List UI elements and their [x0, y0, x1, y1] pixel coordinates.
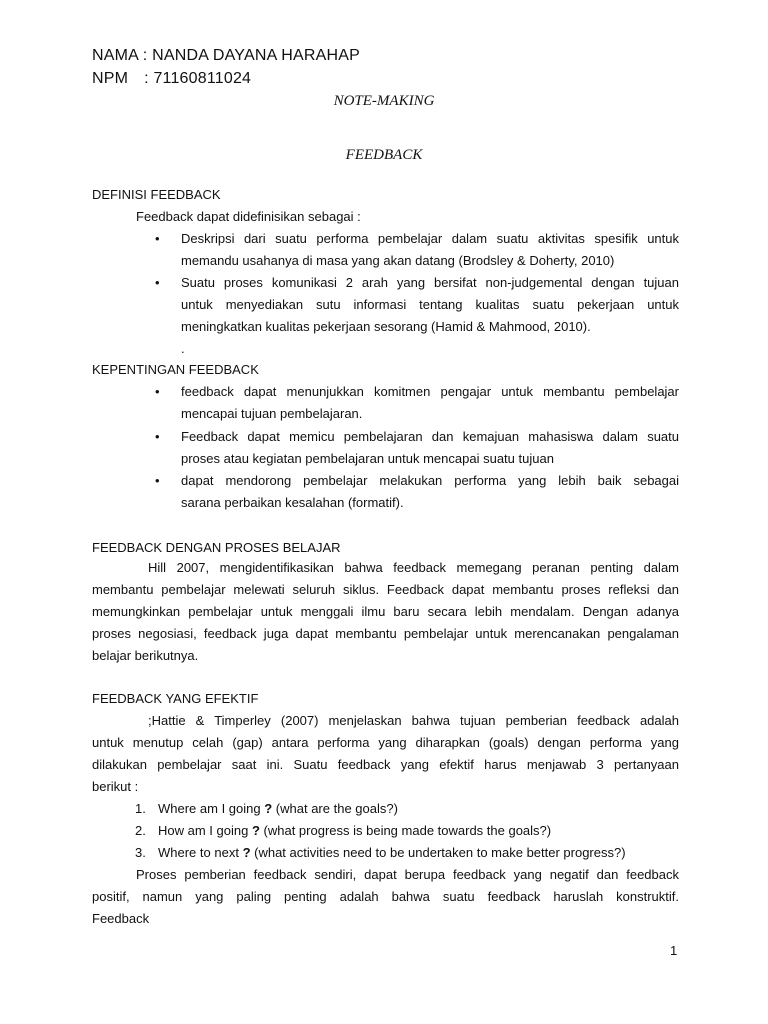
kepentingan-item-3-line-2: sarana perbaikan kesalahan (formatif).	[181, 495, 404, 510]
efektif-p2-line-3: Feedback	[92, 911, 150, 926]
definisi-item-2-line-3: meningkatkan kualitas pekerjaan sesorang (Hamid & Mahmood, 2010).	[181, 319, 591, 334]
question-1	[158, 798, 679, 820]
efektif-p2-line-2: positif, namun yang paling penting adalah bahwa suatu feedback haruslah konstruktif.	[92, 889, 679, 904]
question-1-main: Where am I going	[158, 801, 261, 816]
question-3-mark: ?	[242, 845, 251, 860]
proses-line-1: Hill 2007, mengidentifikasikan bahwa feedback memegang peranan penting dalam	[148, 560, 679, 575]
kepentingan-item-2-line-2: proses atau kegiatan pembelajaran untuk mencapai suatu tujuan	[181, 451, 554, 466]
student-name-line: NAMA : NANDA DAYANA HARAHAP	[92, 47, 360, 64]
question-2	[158, 820, 679, 842]
bullet-icon: •	[155, 384, 160, 399]
question-1-mark: ?	[264, 801, 273, 816]
question-3-main: Where to next	[158, 845, 239, 860]
bullet-icon: •	[155, 231, 160, 246]
npm-label: NPM	[92, 70, 129, 87]
question-1-rest: (what are the goals?)	[272, 801, 398, 816]
kepentingan-item-2-line-1: Feedback dapat memicu pembelajaran dan kemajuan mahasiswa dalam suatu	[181, 429, 679, 444]
proses-line-5: belajar berikutnya.	[92, 648, 199, 663]
question-2-rest: (what progress is being made towards the goals?)	[259, 823, 552, 838]
section-heading-definisi: DEFINISI FEEDBACK	[92, 187, 221, 202]
question-3	[158, 842, 679, 864]
proses-line-3: memungkinkan pembelajar untuk menggali ilmu baru secara lebih mendalam. Dengan adanya	[92, 604, 679, 619]
definisi-item-1-line-1: Deskripsi dari suatu performa pembelajar dalam suatu aktivitas spesifik untuk	[181, 231, 679, 246]
question-2-mark: ?	[251, 823, 260, 838]
doc-type-heading: NOTE-MAKING	[333, 93, 435, 109]
proses-line-4: proses negosiasi, feedback juga dapat membantu pembelajar untuk merencanakan pengalaman	[92, 626, 679, 641]
efektif-line-1: ;Hattie & Timperley (2007) menjelaskan bahwa tujuan pemberian feedback adalah	[148, 713, 679, 728]
efektif-line-2: untuk menutup celah (gap) antara performa yang diharapkan (goals) dengan performa yang	[92, 735, 679, 750]
question-1-number: 1.	[135, 801, 146, 816]
bullet-icon: •	[155, 275, 160, 290]
page-number: 1	[670, 943, 678, 958]
definisi-item-2-line-1: Suatu proses komunikasi 2 arah yang bersifat non-judgemental dengan tujuan	[181, 275, 679, 290]
section-heading-kepentingan: KEPENTINGAN FEEDBACK	[92, 362, 259, 377]
definisi-item-2-line-2: untuk menyediakan sutu informasi tentang kualitas suatu pekerjaan untuk	[181, 297, 679, 312]
kepentingan-item-1-line-2: mencapai tujuan pembelajaran.	[181, 406, 363, 421]
question-3-rest: (what activities need to be undertaken to make better progress?)	[250, 845, 626, 860]
definisi-intro: Feedback dapat didefinisikan sebagai :	[136, 209, 361, 224]
efektif-p2-line-1: Proses pemberian feedback sendiri, dapat berupa feedback yang negatif dan feedback	[136, 867, 679, 882]
efektif-line-4: berikut :	[92, 779, 139, 794]
bullet-icon: •	[155, 429, 160, 444]
kepentingan-item-3-line-1: dapat mendorong pembelajar melakukan performa yang lebih baik sebagai	[181, 473, 679, 488]
stray-dot: .	[181, 341, 185, 356]
proses-line-2: membantu pembelajar melewati seluruh siklus. Feedback dapat membantu proses refleksi dan	[92, 582, 679, 597]
definisi-item-1-line-2: memandu usahanya di masa yang akan datang (Brodsley & Doherty, 2010)	[181, 253, 615, 268]
student-npm-line	[92, 70, 251, 88]
kepentingan-item-1-line-1: feedback dapat menunjukkan komitmen pengajar untuk membantu pembelajar	[181, 384, 679, 399]
npm-value: : 71160811024	[144, 70, 252, 87]
bullet-icon: •	[155, 473, 160, 488]
question-2-number: 2.	[135, 823, 146, 838]
doc-title: FEEDBACK	[345, 147, 423, 163]
section-heading-efektif: FEEDBACK YANG EFEKTIF	[92, 691, 259, 706]
section-heading-proses: FEEDBACK DENGAN PROSES BELAJAR	[92, 540, 341, 555]
question-3-number: 3.	[135, 845, 146, 860]
question-2-main: How am I going	[158, 823, 249, 838]
efektif-line-3: dilakukan pembelajar saat ini. Suatu feedback yang efektif harus menjawab 3 pertanyaan	[92, 757, 679, 772]
